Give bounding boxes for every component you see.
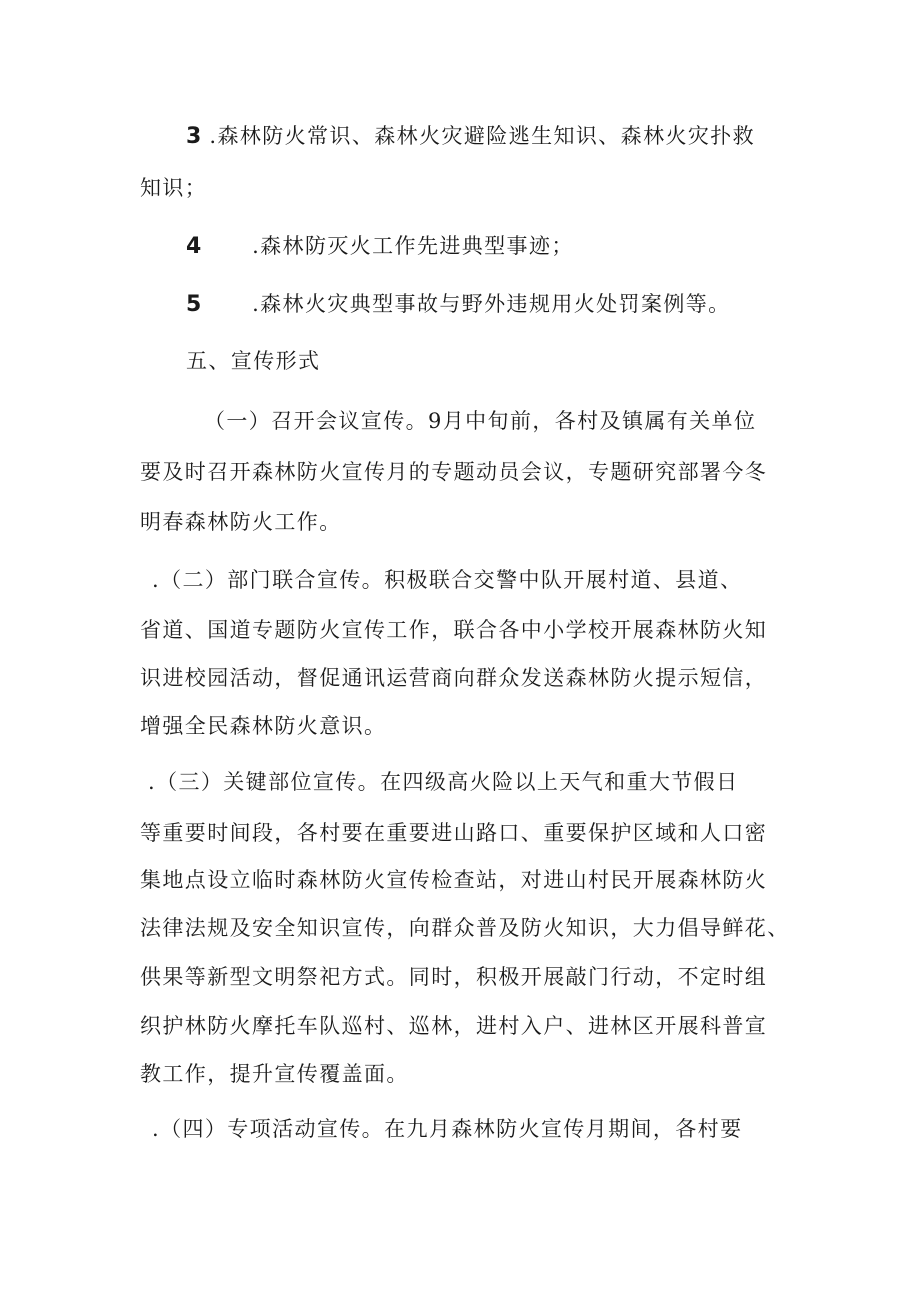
paragraph-3-line-1: .（三）关键部位宣传。在四级高火险以上天气和重大节假日: [148, 770, 739, 794]
paragraph-1-line-1: （一）召开会议宣传。9月中旬前，各村及镇属有关单位: [204, 409, 757, 433]
list-item-number: 3: [186, 124, 202, 149]
paragraph-1-line-2: 要及时召开森林防火宣传月的专题动员会议，专题研究部署今冬: [140, 460, 768, 484]
paragraph-2-line-3: 识进校园活动，督促通讯运营商向群众发送森林防火提示短信，: [140, 666, 768, 690]
list-item-number: 4: [186, 234, 202, 259]
paragraph-4-line-1: .（四）专项活动宣传。在九月森林防火宣传月期间，各村要: [152, 1117, 743, 1141]
list-item-text: .森林防灭火工作先进典型事迹；: [252, 234, 574, 258]
list-item-4: [186, 232, 574, 261]
list-item-5: [186, 290, 731, 319]
paragraph-3-line-7: 教工作，提升宣传覆盖面。: [140, 1062, 409, 1086]
list-item-text: .森林防火常识、森林火灾避险逃生知识、森林火灾扑救: [209, 124, 756, 148]
paragraph-2-line-1: .（二）部门联合宣传。积极联合交警中队开展村道、县道、: [152, 568, 743, 592]
list-item-text: .森林火灾典型事故与野外违规用火处罚案例等。: [252, 292, 731, 316]
paragraph-3-line-4: 法律法规及安全知识宣传，向群众普及防火知识，大力倡导鲜花、: [140, 916, 790, 940]
paragraph-1-line-3: 明春森林防火工作。: [140, 510, 342, 534]
paragraph-2-line-4: 增强全民森林防火意识。: [140, 714, 387, 738]
section-heading: 五、宣传形式: [186, 349, 321, 373]
paragraph-3-line-3: 集地点设立临时森林防火宣传检查站，对进山村民开展森林防火: [140, 868, 768, 892]
paragraph-2-line-2: 省道、国道专题防火宣传工作，联合各中小学校开展森林防火知: [140, 618, 768, 642]
paragraph-3-line-5: 供果等新型文明祭祀方式。同时，积极开展敲门行动，不定时组: [140, 965, 768, 989]
list-item-3-line-2: 知识；: [140, 176, 208, 200]
list-item-3-line-1: [186, 122, 755, 151]
paragraph-3-line-6: 织护林防火摩托车队巡村、巡林，进村入户、进林区开展科普宣: [140, 1014, 768, 1038]
paragraph-3-line-2: 等重要时间段，各村要在重要进山路口、重要保护区域和人口密: [140, 821, 768, 845]
list-item-number: 5: [186, 292, 202, 317]
